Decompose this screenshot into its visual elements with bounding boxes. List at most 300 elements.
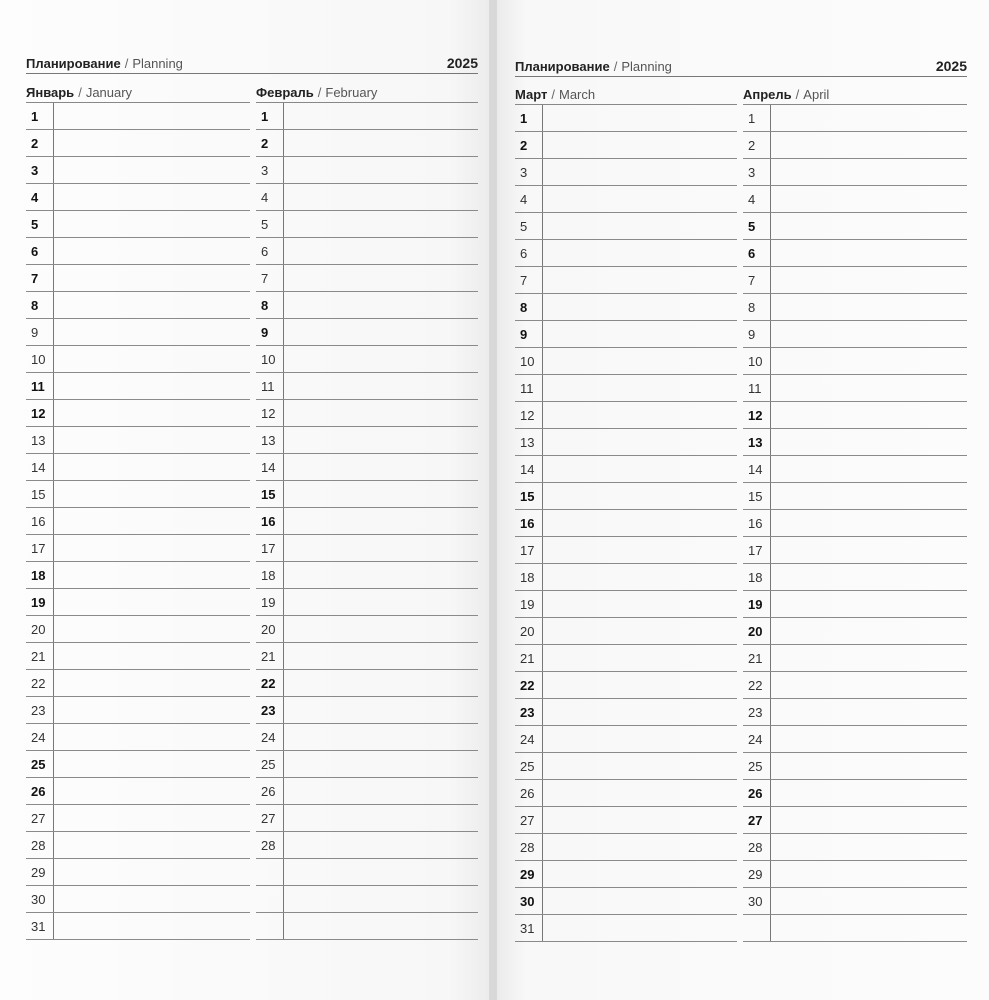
day-row[interactable] [256, 535, 478, 562]
day-row[interactable] [743, 240, 967, 267]
day-row[interactable] [515, 186, 737, 213]
day-row[interactable] [743, 861, 967, 888]
day-row[interactable] [256, 454, 478, 481]
day-note-cell[interactable] [542, 888, 737, 914]
day-note-cell[interactable] [542, 348, 737, 374]
day-note-cell[interactable] [283, 292, 478, 318]
day-row[interactable] [515, 267, 737, 294]
day-row[interactable] [26, 400, 250, 427]
day-note-cell[interactable] [770, 699, 967, 725]
day-row[interactable] [743, 456, 967, 483]
day-note-cell[interactable] [283, 265, 478, 291]
day-row[interactable] [743, 186, 967, 213]
day-note-cell[interactable] [283, 670, 478, 696]
day-number: 30 [31, 892, 46, 907]
day-row[interactable] [515, 807, 737, 834]
day-note-cell[interactable] [283, 211, 478, 237]
day-note-cell[interactable] [542, 915, 737, 941]
day-row[interactable] [26, 238, 250, 265]
day-note-cell[interactable] [770, 618, 967, 644]
day-row[interactable] [26, 616, 250, 643]
day-row[interactable] [26, 130, 250, 157]
day-note-cell[interactable] [770, 159, 967, 185]
day-row[interactable] [26, 184, 250, 211]
day-note-cell[interactable] [53, 616, 250, 642]
day-number [256, 859, 283, 885]
day-note-cell[interactable] [53, 103, 250, 129]
day-row[interactable] [515, 645, 737, 672]
day-note-cell[interactable] [53, 886, 250, 912]
day-note-cell[interactable] [542, 105, 737, 131]
day-number: 3 [520, 165, 528, 180]
day-note-cell[interactable] [53, 751, 250, 777]
day-row[interactable] [743, 915, 967, 942]
day-note-cell[interactable] [770, 672, 967, 698]
month-name-ru: Апрель [743, 87, 792, 102]
day-note-cell[interactable] [53, 373, 250, 399]
day-note-cell[interactable] [283, 643, 478, 669]
day-number: 2 [520, 138, 528, 153]
month-title [26, 83, 250, 103]
day-note-cell[interactable] [283, 508, 478, 534]
day-row[interactable] [515, 726, 737, 753]
day-note-cell[interactable] [770, 429, 967, 455]
day-note-cell[interactable] [283, 400, 478, 426]
day-number: 19 [261, 595, 276, 610]
day-row[interactable] [743, 321, 967, 348]
day-note-cell[interactable] [53, 400, 250, 426]
day-row[interactable] [256, 319, 478, 346]
day-note-cell[interactable] [770, 564, 967, 590]
day-note-cell[interactable] [283, 913, 478, 939]
day-row[interactable] [256, 238, 478, 265]
day-note-cell[interactable] [53, 535, 250, 561]
month-name-en: February [325, 85, 378, 100]
day-row[interactable] [26, 103, 250, 130]
day-number: 29 [520, 867, 535, 882]
day-number: 2 [31, 136, 39, 151]
day-note-cell[interactable] [283, 589, 478, 615]
day-row[interactable] [256, 859, 478, 886]
day-note-cell[interactable] [283, 481, 478, 507]
day-row[interactable] [26, 292, 250, 319]
day-row[interactable] [256, 373, 478, 400]
day-row[interactable] [26, 859, 250, 886]
day-number: 7 [748, 273, 756, 288]
day-note-cell[interactable] [542, 321, 737, 347]
day-number [743, 915, 770, 941]
day-note-cell[interactable] [770, 537, 967, 563]
day-note-cell[interactable] [770, 348, 967, 374]
day-number: 3 [261, 163, 269, 178]
day-row[interactable] [26, 724, 250, 751]
day-note-cell[interactable] [542, 429, 737, 455]
day-note-cell[interactable] [770, 834, 967, 860]
day-row[interactable] [743, 483, 967, 510]
day-row[interactable] [515, 915, 737, 942]
day-number: 12 [261, 406, 276, 421]
day-note-cell[interactable] [53, 913, 250, 939]
day-note-cell[interactable] [542, 834, 737, 860]
day-row[interactable] [26, 697, 250, 724]
day-note-cell[interactable] [53, 805, 250, 831]
day-row[interactable] [515, 240, 737, 267]
day-row[interactable] [26, 805, 250, 832]
day-row[interactable] [743, 348, 967, 375]
day-row[interactable] [515, 699, 737, 726]
day-note-cell[interactable] [53, 346, 250, 372]
day-note-cell[interactable] [283, 103, 478, 129]
day-note-cell[interactable] [542, 699, 737, 725]
day-note-cell[interactable] [283, 238, 478, 264]
day-note-cell[interactable] [283, 373, 478, 399]
day-row[interactable] [515, 402, 737, 429]
day-note-cell[interactable] [542, 240, 737, 266]
day-row[interactable] [26, 454, 250, 481]
day-note-cell[interactable] [53, 427, 250, 453]
day-row[interactable] [515, 105, 737, 132]
day-note-cell[interactable] [53, 292, 250, 318]
day-row[interactable] [515, 213, 737, 240]
day-row[interactable] [26, 913, 250, 940]
day-row[interactable] [256, 778, 478, 805]
day-note-cell[interactable] [283, 751, 478, 777]
day-row[interactable] [256, 346, 478, 373]
day-row[interactable] [256, 157, 478, 184]
day-row[interactable] [26, 211, 250, 238]
day-number: 22 [520, 678, 535, 693]
day-number: 23 [520, 705, 535, 720]
day-note-cell[interactable] [542, 645, 737, 671]
day-note-cell[interactable] [770, 240, 967, 266]
day-note-cell[interactable] [53, 670, 250, 696]
day-row[interactable] [743, 807, 967, 834]
day-row[interactable] [515, 132, 737, 159]
day-note-cell[interactable] [53, 157, 250, 183]
day-row[interactable] [26, 508, 250, 535]
day-row[interactable] [256, 130, 478, 157]
day-row[interactable] [26, 832, 250, 859]
day-note-cell[interactable] [770, 321, 967, 347]
day-note-cell[interactable] [770, 726, 967, 752]
day-rows [515, 105, 737, 942]
day-note-cell[interactable] [283, 724, 478, 750]
day-note-cell[interactable] [770, 645, 967, 671]
day-row[interactable] [256, 508, 478, 535]
day-number: 14 [748, 462, 763, 477]
day-row[interactable] [26, 427, 250, 454]
month-column-march [515, 85, 737, 942]
day-number: 5 [31, 217, 39, 232]
day-note-cell[interactable] [770, 807, 967, 833]
day-row[interactable] [26, 670, 250, 697]
day-row[interactable] [256, 751, 478, 778]
day-note-cell[interactable] [283, 346, 478, 372]
day-number: 16 [261, 514, 276, 529]
day-row[interactable] [26, 778, 250, 805]
day-number: 25 [261, 757, 276, 772]
day-row[interactable] [515, 294, 737, 321]
day-note-cell[interactable] [53, 832, 250, 858]
page-header [515, 58, 967, 77]
day-note-cell[interactable] [770, 780, 967, 806]
day-row[interactable] [256, 400, 478, 427]
day-note-cell[interactable] [53, 319, 250, 345]
day-row[interactable] [256, 832, 478, 859]
day-note-cell[interactable] [53, 562, 250, 588]
day-note-cell[interactable] [53, 778, 250, 804]
day-row[interactable] [515, 672, 737, 699]
day-note-cell[interactable] [53, 211, 250, 237]
day-note-cell[interactable] [770, 861, 967, 887]
day-note-cell[interactable] [770, 213, 967, 239]
day-number: 10 [520, 354, 535, 369]
day-note-cell[interactable] [542, 132, 737, 158]
day-note-cell[interactable] [53, 481, 250, 507]
day-row[interactable] [256, 724, 478, 751]
day-note-cell[interactable] [542, 402, 737, 428]
day-note-cell[interactable] [53, 724, 250, 750]
day-note-cell[interactable] [53, 265, 250, 291]
day-row[interactable] [515, 780, 737, 807]
day-note-cell[interactable] [770, 402, 967, 428]
day-row[interactable] [26, 886, 250, 913]
day-note-cell[interactable] [542, 510, 737, 536]
day-row[interactable] [256, 643, 478, 670]
day-number: 22 [748, 678, 763, 693]
day-row[interactable] [743, 780, 967, 807]
day-number: 18 [31, 568, 46, 583]
day-note-cell[interactable] [770, 888, 967, 914]
day-number: 27 [520, 813, 535, 828]
day-note-cell[interactable] [770, 483, 967, 509]
day-row[interactable] [743, 672, 967, 699]
year-label: 2025 [446, 55, 478, 71]
day-note-cell[interactable] [53, 643, 250, 669]
day-row[interactable] [256, 562, 478, 589]
day-row[interactable] [743, 267, 967, 294]
day-note-cell[interactable] [283, 319, 478, 345]
day-row[interactable] [256, 697, 478, 724]
day-note-cell[interactable] [770, 105, 967, 131]
day-row[interactable] [256, 589, 478, 616]
day-number: 27 [261, 811, 276, 826]
day-row[interactable] [743, 213, 967, 240]
day-row[interactable] [256, 805, 478, 832]
day-row[interactable] [26, 481, 250, 508]
day-note-cell[interactable] [283, 562, 478, 588]
day-row[interactable] [743, 834, 967, 861]
day-rows [256, 103, 478, 940]
month-name-ru: Январь [26, 85, 75, 100]
day-number: 15 [748, 489, 763, 504]
day-note-cell[interactable] [542, 780, 737, 806]
day-row[interactable] [256, 913, 478, 940]
day-note-cell[interactable] [283, 130, 478, 156]
day-note-cell[interactable] [770, 591, 967, 617]
year-label: 2025 [935, 58, 967, 74]
day-row[interactable] [256, 427, 478, 454]
day-number: 28 [520, 840, 535, 855]
day-note-cell[interactable] [283, 157, 478, 183]
day-number: 10 [261, 352, 276, 367]
day-row[interactable] [26, 265, 250, 292]
day-note-cell[interactable] [542, 483, 737, 509]
day-number: 28 [31, 838, 46, 853]
day-row[interactable] [256, 184, 478, 211]
day-row[interactable] [26, 157, 250, 184]
day-number: 18 [748, 570, 763, 585]
day-note-cell[interactable] [542, 375, 737, 401]
day-number: 28 [748, 840, 763, 855]
day-row[interactable] [515, 348, 737, 375]
day-row[interactable] [256, 616, 478, 643]
day-note-cell[interactable] [283, 427, 478, 453]
day-note-cell[interactable] [770, 267, 967, 293]
day-note-cell[interactable] [283, 805, 478, 831]
day-row[interactable] [515, 753, 737, 780]
day-row[interactable] [256, 670, 478, 697]
day-row[interactable] [743, 294, 967, 321]
day-note-cell[interactable] [770, 753, 967, 779]
day-number: 6 [261, 244, 269, 259]
day-row[interactable] [515, 537, 737, 564]
day-number: 17 [261, 541, 276, 556]
day-row[interactable] [26, 562, 250, 589]
day-note-cell[interactable] [53, 238, 250, 264]
day-number: 27 [31, 811, 46, 826]
day-note-cell[interactable] [770, 915, 967, 941]
day-row[interactable] [256, 481, 478, 508]
day-note-cell[interactable] [770, 510, 967, 536]
day-note-cell[interactable] [53, 184, 250, 210]
day-note-cell[interactable] [542, 267, 737, 293]
day-row[interactable] [743, 645, 967, 672]
day-row[interactable] [26, 373, 250, 400]
day-note-cell[interactable] [542, 672, 737, 698]
day-number: 7 [520, 273, 528, 288]
day-row[interactable] [743, 753, 967, 780]
day-note-cell[interactable] [770, 186, 967, 212]
day-number: 24 [520, 732, 535, 747]
day-note-cell[interactable] [283, 859, 478, 885]
day-row[interactable] [256, 886, 478, 913]
day-row[interactable] [743, 726, 967, 753]
day-row[interactable] [743, 429, 967, 456]
day-row[interactable] [515, 618, 737, 645]
day-row[interactable] [515, 861, 737, 888]
day-note-cell[interactable] [283, 832, 478, 858]
day-row[interactable] [743, 510, 967, 537]
day-note-cell[interactable] [283, 697, 478, 723]
day-note-cell[interactable] [770, 456, 967, 482]
day-note-cell[interactable] [53, 130, 250, 156]
day-note-cell[interactable] [542, 294, 737, 320]
day-row[interactable] [26, 589, 250, 616]
day-note-cell[interactable] [542, 186, 737, 212]
day-note-cell[interactable] [542, 213, 737, 239]
day-row[interactable] [743, 537, 967, 564]
day-row[interactable] [743, 888, 967, 915]
day-row[interactable] [515, 510, 737, 537]
day-note-cell[interactable] [283, 184, 478, 210]
day-row[interactable] [743, 402, 967, 429]
day-note-cell[interactable] [53, 859, 250, 885]
day-note-cell[interactable] [542, 618, 737, 644]
day-note-cell[interactable] [53, 589, 250, 615]
month-name-en: January [85, 85, 133, 100]
day-number: 16 [520, 516, 535, 531]
day-note-cell[interactable] [770, 375, 967, 401]
day-note-cell[interactable] [542, 564, 737, 590]
day-number: 7 [261, 271, 269, 286]
day-number [256, 913, 283, 939]
day-note-cell[interactable] [542, 807, 737, 833]
day-note-cell[interactable] [770, 294, 967, 320]
day-row[interactable] [256, 211, 478, 238]
day-row[interactable] [743, 105, 967, 132]
day-row[interactable] [743, 699, 967, 726]
day-row[interactable] [256, 103, 478, 130]
day-note-cell[interactable] [542, 159, 737, 185]
day-row[interactable] [743, 618, 967, 645]
day-row[interactable] [26, 535, 250, 562]
day-row[interactable] [515, 834, 737, 861]
day-row[interactable] [515, 564, 737, 591]
day-row[interactable] [515, 159, 737, 186]
day-row[interactable] [515, 483, 737, 510]
day-note-cell[interactable] [542, 456, 737, 482]
day-row[interactable] [515, 456, 737, 483]
day-row[interactable] [26, 346, 250, 373]
day-note-cell[interactable] [283, 778, 478, 804]
day-row[interactable] [515, 591, 737, 618]
day-row[interactable] [26, 643, 250, 670]
day-note-cell[interactable] [542, 726, 737, 752]
day-note-cell[interactable] [542, 591, 737, 617]
day-row[interactable] [515, 429, 737, 456]
day-note-cell[interactable] [770, 132, 967, 158]
day-number: 29 [31, 865, 46, 880]
day-note-cell[interactable] [283, 616, 478, 642]
day-note-cell[interactable] [283, 535, 478, 561]
day-number: 11 [520, 381, 534, 396]
day-row[interactable] [26, 319, 250, 346]
day-note-cell[interactable] [53, 508, 250, 534]
day-number: 5 [748, 219, 756, 234]
day-note-cell[interactable] [283, 454, 478, 480]
day-note-cell[interactable] [542, 537, 737, 563]
day-row[interactable] [743, 132, 967, 159]
day-row[interactable] [515, 321, 737, 348]
day-row[interactable] [515, 888, 737, 915]
page-title [26, 56, 183, 71]
day-row[interactable] [256, 292, 478, 319]
day-note-cell[interactable] [53, 454, 250, 480]
day-row[interactable] [26, 751, 250, 778]
day-note-cell[interactable] [542, 753, 737, 779]
day-row[interactable] [515, 375, 737, 402]
day-row[interactable] [743, 375, 967, 402]
day-number: 5 [261, 217, 269, 232]
day-note-cell[interactable] [542, 861, 737, 887]
day-note-cell[interactable] [53, 697, 250, 723]
day-row[interactable] [743, 159, 967, 186]
day-row[interactable] [256, 265, 478, 292]
day-note-cell[interactable] [283, 886, 478, 912]
day-row[interactable] [743, 564, 967, 591]
day-row[interactable] [743, 591, 967, 618]
